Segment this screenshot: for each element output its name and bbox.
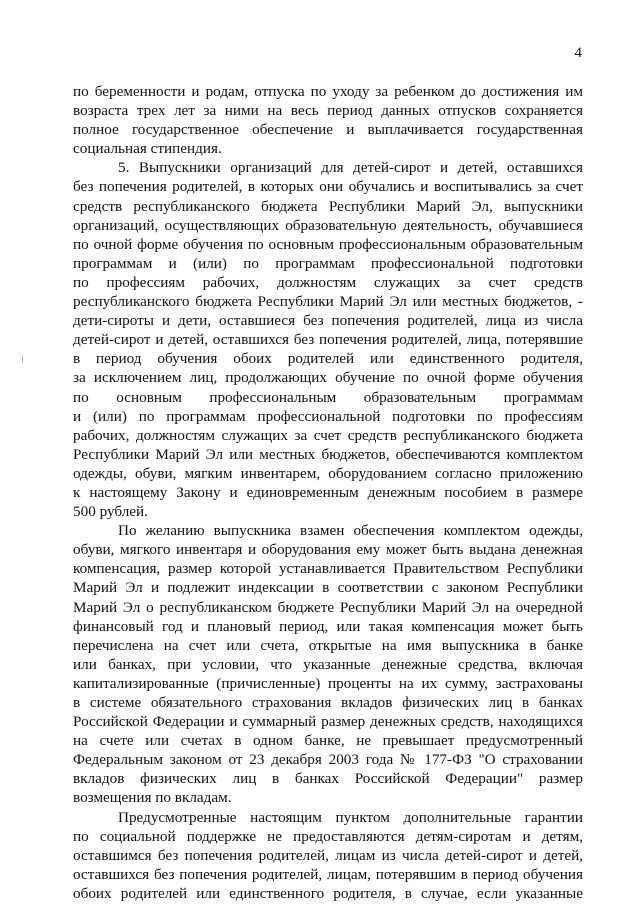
text-line: Марий Эл и подлежит индексации в соответствии с законом Республики <box>73 579 583 597</box>
text-line: средств республиканского бюджета Республики Марий Эл, выпускники <box>73 197 583 215</box>
text-line: обоих родителей или единственного родителя, в случае, если указанные <box>73 884 583 902</box>
text-line: по беременности и родам, отпуска по уходу за ребенком до достижения им <box>73 83 583 100</box>
text-line: вкладов физических лиц в банках Российской Федерации" размер <box>73 770 583 788</box>
text-line: по профессиям рабочих, должностям служащих за счет средств <box>73 273 583 291</box>
text-line: или банках, при условии, что указанные денежные средства, включая <box>73 655 583 673</box>
text-line: компенсация, размер которой устанавливается Правительством Республики <box>73 560 583 578</box>
paragraph <box>73 521 583 807</box>
document-body <box>73 82 583 903</box>
text-line: по очной форме обучения по основным профессиональным образовательным <box>73 235 583 253</box>
paragraph <box>73 82 583 158</box>
text-line: Федеральным законом от 23 декабря 2003 года № 177-ФЗ "О страховании <box>73 751 583 769</box>
text-line: детей-сирот и детей, оставшихся без попечения родителей, лица, потерявшие <box>73 331 583 349</box>
text-line: Республики Марий Эл или местных бюджетов, обеспечиваются комплектом <box>73 445 583 463</box>
text-line: в системе обязательного страхования вкладов физических лиц в банках <box>73 694 583 711</box>
text-line: в период обучения обоих родителей или единственного родителя, <box>73 350 583 368</box>
text-line: Марий Эл о республиканском бюджете Республики Марий Эл на очередной <box>73 598 583 616</box>
text-line: к настоящему Закону и единовременным денежным пособием в размере <box>73 483 583 501</box>
text-line: финансовый год и плановый период, или такая компенсация может быть <box>73 617 583 635</box>
margin-mark <box>22 355 23 363</box>
text-line: на счете или счетах в одном банке, не превышает предусмотренный <box>73 732 583 750</box>
text-line: возмещения по вкладам. <box>73 789 232 807</box>
text-line: Предусмотренные настоящим пунктом дополнительные гарантии <box>118 808 583 826</box>
text-line: республиканского бюджета Республики Марий Эл или местных бюджетов, - <box>73 293 583 311</box>
text-line: организаций, осуществляющих образовательную деятельность, обучавшиеся <box>73 216 583 234</box>
text-line: социальная стипендия. <box>73 140 222 158</box>
text-line: перечислена на счет или счета, открытые на имя выпускника в банке <box>73 636 583 654</box>
text-line: за исключением лиц, продолжающих обучение по очной форме обучения <box>73 369 583 387</box>
text-line: по социальной поддержке не предоставляются детям-сиротам и детям, <box>73 827 583 845</box>
text-line: рабочих, должностям служащих за счет средств республиканского бюджета <box>73 426 583 444</box>
text-line: дети-сироты и дети, оставшиеся без попечения родителей, лица из числа <box>73 312 583 330</box>
text-line: полное государственное обеспечение и выплачивается государственная <box>73 121 583 139</box>
page-number: 4 <box>574 45 582 61</box>
text-line: Российской Федерации и суммарный размер денежных средств, находящихся <box>73 713 583 731</box>
text-line: 5. Выпускники организаций для детей-сирот и детей, оставшихся <box>118 159 583 177</box>
text-line: оставшихся без попечения родителей, лицам, потерявшим в период обучения <box>73 865 583 883</box>
text-line: без попечения родителей, в которых они обучались и воспитывались за счет <box>73 178 583 196</box>
text-line: возраста трех лет за ними на весь период данных отпусков сохраняется <box>73 102 583 120</box>
text-line: оставшимся без попечения родителей, лицам из числа детей-сирот и детей, <box>73 846 583 864</box>
paragraph <box>73 808 583 903</box>
text-line: одежды, обуви, мягким инвентарем, оборудованием согласно приложению <box>73 464 583 482</box>
text-line: обуви, мягкого инвентаря и оборудования ему может быть выдана денежная <box>73 541 583 559</box>
text-line: По желанию выпускника взамен обеспечения комплектом одежды, <box>118 522 583 540</box>
text-line: 500 рублей. <box>73 503 148 521</box>
text-line: и (или) по программам профессиональной подготовки по профессиям <box>73 407 583 425</box>
text-line: капитализированные (причисленные) проценты на их сумму, застрахованы <box>73 674 583 692</box>
text-line: по основным профессиональным образовательным программам <box>73 388 583 406</box>
text-line: программам и (или) по программам профессиональной подготовки <box>73 254 583 272</box>
paragraph <box>73 158 583 521</box>
